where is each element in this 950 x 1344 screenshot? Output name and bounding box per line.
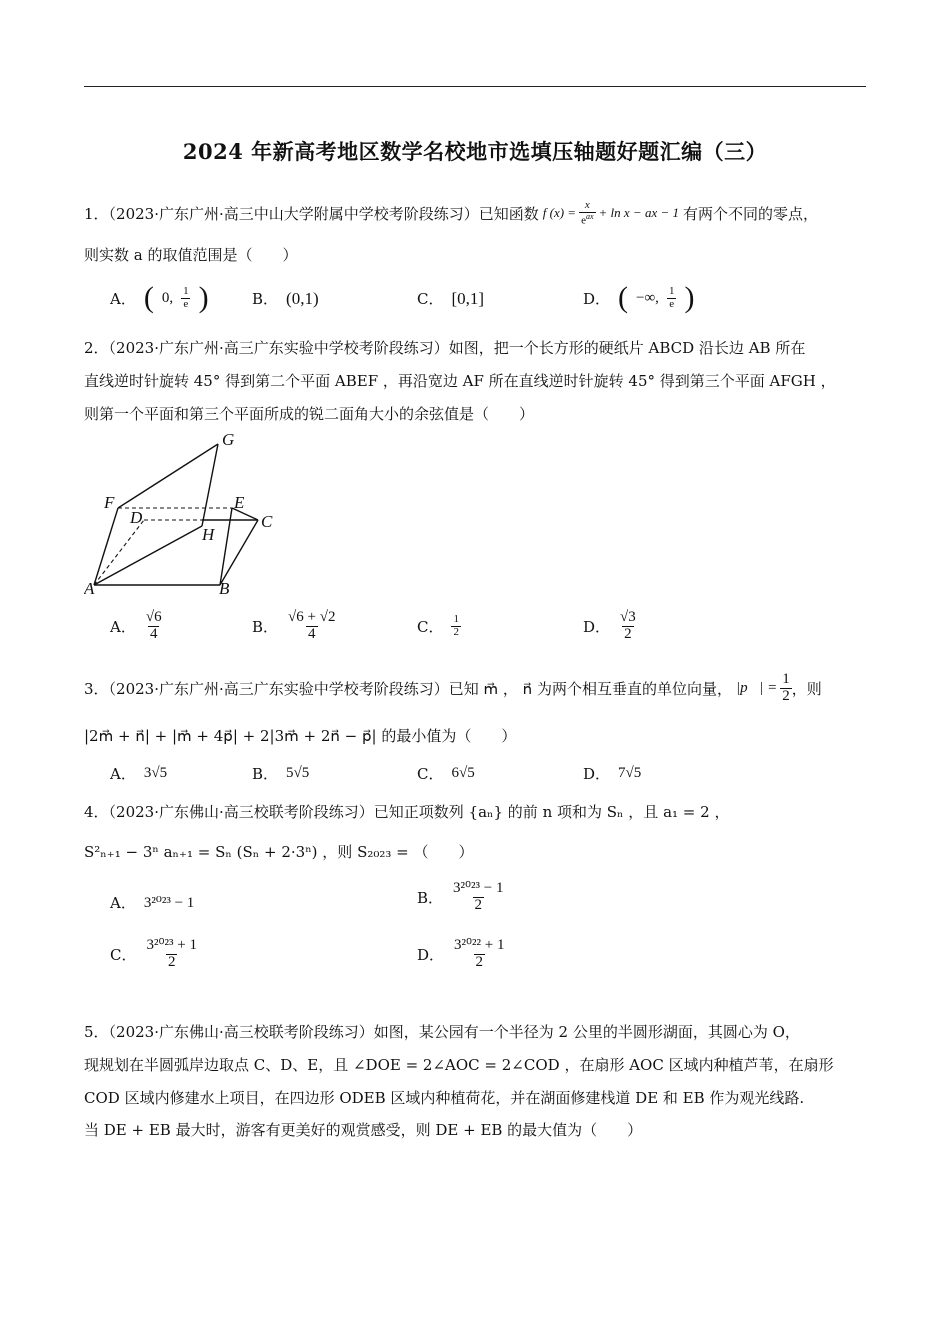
q5-stem-line4: 当 DE + EB 最大时，游客有更美好的观赏感受，则 DE + EB 的最大值为（ ） — [84, 1121, 643, 1139]
q3-option-b[interactable] — [252, 763, 309, 784]
q4-option-d[interactable] — [417, 938, 507, 971]
header-rule — [84, 86, 866, 87]
q1-option-a-label: A． — [110, 289, 136, 308]
q2-option-c-label: C． — [417, 617, 444, 636]
q2-label-a: A — [84, 579, 95, 598]
q4-option-d-fraction — [452, 938, 506, 971]
q1-option-d-label: D． — [583, 289, 611, 308]
q2-option-c[interactable] — [417, 614, 461, 638]
q1-option-a-num: 1 — [183, 284, 189, 297]
q3-cond-lhs: |p⃗| = — [735, 679, 778, 696]
q1-func-den-exp: ax — [585, 211, 594, 221]
q1-option-d-rparen: ) — [684, 281, 695, 314]
q2-option-a-fraction — [144, 610, 164, 643]
q1-option-a-lparen: ( — [143, 281, 154, 314]
q3-option-d-text: 7√5 — [618, 765, 642, 781]
q2-option-b-fraction — [286, 610, 337, 643]
q4-option-c-num: 3²⁰²³ + 1 — [146, 937, 197, 953]
q2-stem-line3: 则第一个平面和第三个平面所成的锐二面角大小的余弦值是（ ） — [84, 405, 535, 423]
q4-option-c-fraction — [144, 938, 198, 971]
q1-option-a[interactable] — [110, 283, 209, 313]
q2-stem-line1: 2．（2023·广东广州·高三广东实验中学校考阶段练习）如图，把一个长方形的硬纸片 ABCD 沿长边 AB 所在 — [84, 339, 806, 357]
q2-option-c-num: 1 — [453, 613, 459, 625]
q4-option-c-den: 2 — [167, 953, 176, 970]
q4-option-d-den: 2 — [475, 953, 484, 970]
q2-label-e: E — [234, 493, 245, 512]
q2-stem-line2: 直线逆时针旋转 45° 得到第二个平面 ABEF ，再沿宽边 AF 所在直线逆时针旋转 45° 得到第三个平面 AFGH ， — [84, 372, 836, 390]
q1-option-a-fraction — [181, 286, 191, 310]
q2-option-a-num: √6 — [145, 609, 162, 625]
q5-stem-line1: 5．（2023·广东佛山·高三校联考阶段练习）如图，某公园有一个半径为 2 公里的半圆形湖面，其圆心为 O， — [84, 1023, 800, 1041]
q2-option-c-den: 2 — [453, 625, 459, 638]
q2-option-c-fraction — [451, 614, 461, 638]
q2-option-d-fraction — [618, 610, 638, 643]
q5-stem-line2: 现规划在半圆弧岸边取点 C、D、E，且 ∠DOE = 2∠AOC = 2∠COD ，在扇形 AOC 区域内种植芦苇，在扇形 — [84, 1056, 834, 1074]
q4-option-b-den: 2 — [474, 896, 483, 913]
q1-option-c[interactable] — [417, 288, 484, 309]
q4-option-b-num: 3²⁰²³ − 1 — [453, 880, 504, 896]
q1-func-den — [579, 212, 595, 227]
q2-option-b-den: 4 — [308, 625, 316, 642]
q1-func-rest: + ln x − ax − 1 — [598, 205, 680, 221]
q1-option-d-fraction — [667, 286, 677, 310]
q1-option-a-rparen: ) — [198, 281, 209, 314]
q4-option-b-fraction — [451, 881, 505, 914]
q3-option-a-label: A． — [110, 765, 136, 783]
q1-stem-line2: 则实数 a 的取值范围是（ ） — [84, 246, 298, 264]
q1-stem-post: 有两个不同的零点， — [683, 204, 819, 223]
q1-option-d-num: 1 — [668, 284, 675, 297]
q1-func-lhs: f (x) = — [542, 205, 577, 221]
q1-stem-line1 — [84, 200, 818, 227]
q2-option-a-den: 4 — [149, 625, 158, 642]
q2-label-c: C — [261, 512, 273, 531]
q2-label-d: D — [130, 508, 143, 527]
q2-label-g: G — [222, 430, 235, 449]
q2-figure — [84, 428, 294, 600]
q4-stem-line1: 4．（2023·广东佛山·高三校联考阶段练习）已知正项数列 {aₙ} 的前 n 项和为 Sₙ ，且 a₁ = 2 ， — [84, 803, 730, 821]
q3-option-c-label: C． — [417, 765, 444, 783]
q4-option-d-label: D． — [417, 945, 445, 964]
q1-option-a-den: e — [183, 297, 189, 310]
q2-label-h: H — [202, 525, 215, 544]
q1-option-c-text: [0,1] — [451, 288, 485, 308]
q1-option-b-label: B． — [252, 290, 279, 308]
q1-func-den-base: e — [581, 214, 586, 227]
q4-option-c[interactable] — [110, 938, 199, 971]
q2-option-a-label: A． — [110, 617, 136, 636]
q3-stem-line2: |2m⃗ + n⃗| + |m⃗ + 4p⃗| + 2|3m⃗ + 2n⃗ − p⃗| 的最小值为（ ） — [84, 727, 517, 745]
q4-option-a[interactable] — [110, 892, 194, 913]
q3-option-a-text: 3√5 — [143, 765, 168, 781]
q1-func-fraction — [579, 200, 595, 227]
q3-option-c[interactable] — [417, 763, 475, 784]
q2-option-d-num: √3 — [620, 609, 636, 625]
q2-label-b: B — [219, 579, 230, 598]
q2-option-a[interactable] — [110, 610, 164, 643]
q3-stem-post: ，则 — [791, 679, 822, 698]
q3-option-c-text: 6√5 — [451, 765, 475, 781]
q4-stem-line2: S²ₙ₊₁ − 3ⁿ aₙ₊₁ = Sₙ (Sₙ + 2·3ⁿ) ，则 S₂₀₂₃ = （ ） — [84, 843, 474, 861]
q3-cond-fraction — [780, 672, 792, 705]
q1-option-d[interactable] — [583, 283, 694, 313]
q5-stem-line3: COD 区域内修建水上项目，在四边形 ODEB 区域内种植荷花，并在湖面修建栈道 DE 和 EB 作为观光线路. — [84, 1089, 805, 1107]
q3-cond-den: 2 — [782, 687, 790, 704]
q2-option-d-den: 2 — [624, 625, 632, 642]
q3-option-a[interactable] — [110, 763, 167, 784]
q1-option-b-text: (0,1) — [286, 288, 319, 308]
q3-stem-line1 — [84, 672, 822, 705]
q2-label-f: F — [104, 493, 115, 512]
q3-option-d-label: D． — [583, 765, 611, 783]
q4-option-a-text: 3²⁰²³ − 1 — [143, 895, 195, 911]
q1-option-a-mid: 0, — [161, 289, 174, 306]
q4-option-b[interactable] — [417, 881, 506, 914]
q2-option-d[interactable] — [583, 610, 638, 643]
q1-option-d-den: e — [669, 297, 675, 310]
q1-option-d-mid: −∞, — [636, 289, 659, 306]
q3-option-b-text: 5√5 — [286, 765, 310, 781]
q2-option-b[interactable] — [252, 610, 337, 643]
q1-option-b[interactable] — [252, 288, 319, 309]
q1-stem-pre: 1．（2023·广东广州·高三中山大学附属中学校考阶段练习）已知函数 — [84, 204, 539, 223]
q4-option-d-num: 3²⁰²² + 1 — [454, 937, 505, 953]
q3-option-d[interactable] — [583, 763, 641, 784]
q1-option-d-lparen: ( — [618, 281, 629, 314]
q3-stem-pre: 3．（2023·广东广州·高三广东实验中学校考阶段练习）已知 m⃗ ， n⃗ 为两个相互垂直的单位向量， — [84, 679, 732, 698]
q1-func-num: x — [584, 199, 590, 211]
q4-option-a-label: A． — [110, 894, 136, 912]
q3-cond-num: 1 — [782, 671, 790, 687]
q2-option-b-label: B． — [252, 617, 279, 636]
q3-option-b-label: B． — [252, 765, 279, 783]
q4-option-b-label: B． — [417, 888, 444, 907]
q2-option-d-label: D． — [583, 617, 611, 636]
q1-option-c-label: C． — [417, 290, 444, 308]
page-title: 2024 年新高考地区数学名校地市选填压轴题好题汇编（三） — [182, 139, 768, 164]
q4-option-c-label: C． — [110, 945, 137, 964]
q2-option-b-num: √6 + √2 — [288, 609, 336, 625]
